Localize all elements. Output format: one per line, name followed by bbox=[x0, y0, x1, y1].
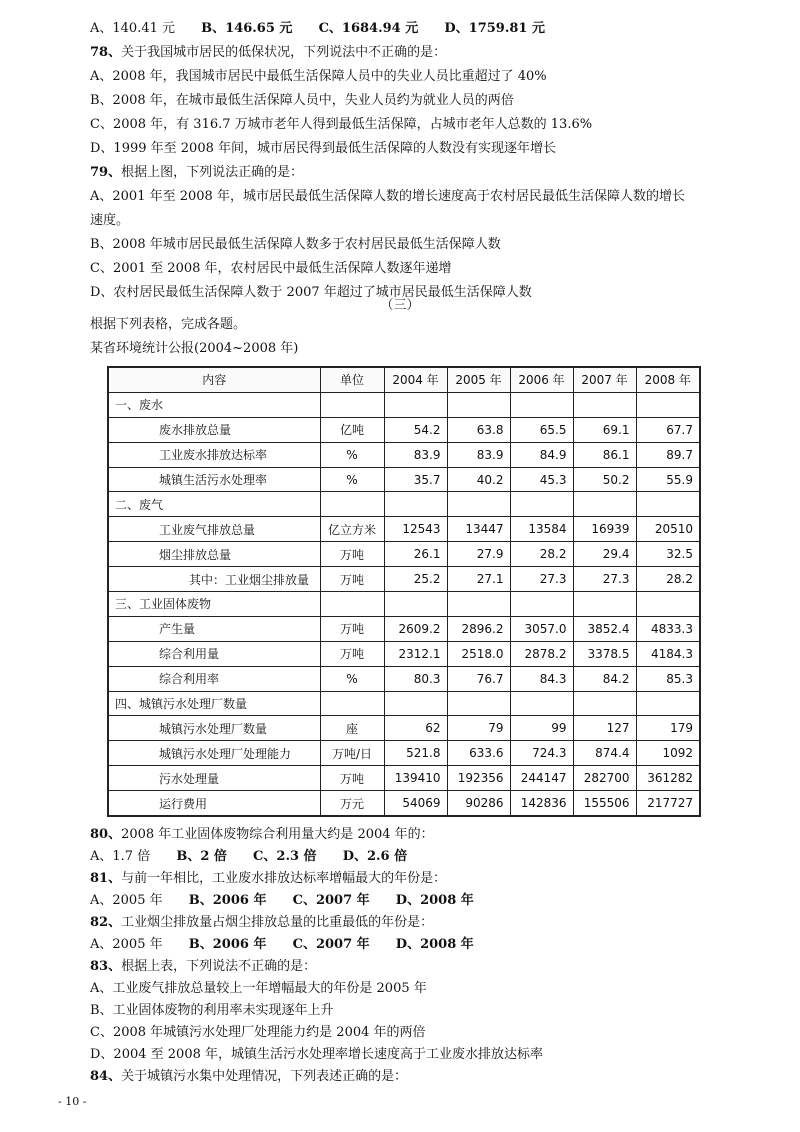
cell-value bbox=[510, 691, 573, 716]
table-row bbox=[108, 791, 700, 816]
q82-option-c: C、2007 年 bbox=[292, 937, 370, 952]
q80-stem bbox=[90, 826, 434, 844]
q78-option-b: B、2008 年，在城市最低生活保障人员中，失业人员约为就业人员的两倍 bbox=[90, 93, 514, 108]
q83-option-a: A、工业废气排放总量较上一年增幅最大的年份是 2005 年 bbox=[90, 981, 427, 996]
table-section-row bbox=[108, 691, 700, 716]
q82-option-a: A、2005 年 bbox=[90, 937, 163, 952]
cell-value: 2896.2 bbox=[447, 616, 510, 641]
q81-number: 81、 bbox=[90, 871, 122, 886]
section-label: 二、废气 bbox=[108, 492, 320, 517]
cell-value: 3852.4 bbox=[573, 616, 636, 641]
table-row bbox=[108, 741, 700, 766]
page-number: - 10 - bbox=[58, 1095, 87, 1108]
q77-option-d: D、1759.81 元 bbox=[444, 21, 545, 36]
cell-value: 633.6 bbox=[447, 741, 510, 766]
q80-option-d: D、2.6 倍 bbox=[342, 849, 408, 864]
cell-value: 192356 bbox=[447, 766, 510, 791]
cell-value: 28.2 bbox=[636, 567, 700, 592]
cell-value: 29.4 bbox=[573, 542, 636, 567]
q81-option-a: A、2005 年 bbox=[90, 893, 163, 908]
cell-value: 62 bbox=[384, 716, 447, 741]
cell-value bbox=[447, 392, 510, 417]
q81-option-c: C、2007 年 bbox=[292, 893, 370, 908]
row-label: 烟尘排放总量 bbox=[108, 542, 320, 567]
row-unit: 万吨/日 bbox=[320, 741, 384, 766]
q81-option-b: B、2006 年 bbox=[188, 893, 267, 908]
header-2008: 2008 年 bbox=[636, 367, 700, 392]
q79-option-c: C、2001 至 2008 年，农村居民中最低生活保障人数逐年递增 bbox=[90, 261, 452, 276]
row-unit: 万吨 bbox=[320, 616, 384, 641]
cell-value: 85.3 bbox=[636, 666, 700, 691]
header-2007: 2007 年 bbox=[573, 367, 636, 392]
q83-number: 83、 bbox=[90, 959, 122, 974]
cell-value: 89.7 bbox=[636, 442, 700, 467]
header-2004: 2004 年 bbox=[384, 367, 447, 392]
row-unit: 万吨 bbox=[320, 766, 384, 791]
cell-value: 4833.3 bbox=[636, 616, 700, 641]
cell-value: 2609.2 bbox=[384, 616, 447, 641]
table-row bbox=[108, 467, 700, 492]
cell-value bbox=[384, 492, 447, 517]
q78-option-d: D、1999 年至 2008 年间，城市居民得到最低生活保障的人数没有实现逐年增长 bbox=[90, 141, 556, 156]
q79-text: 根据上图，下列说法正确的是： bbox=[121, 165, 304, 180]
row-label: 工业废水排放达标率 bbox=[108, 442, 320, 467]
header-2005: 2005 年 bbox=[447, 367, 510, 392]
cell-value: 3378.5 bbox=[573, 641, 636, 666]
table-row bbox=[108, 616, 700, 641]
cell-value: 84.9 bbox=[510, 442, 573, 467]
cell-value bbox=[510, 392, 573, 417]
row-unit: 万吨 bbox=[320, 567, 384, 592]
cell-value: 79 bbox=[447, 716, 510, 741]
row-unit: 万元 bbox=[320, 791, 384, 816]
table-body bbox=[108, 392, 700, 816]
cell-value: 27.1 bbox=[447, 567, 510, 592]
q82-text: 工业烟尘排放量占烟尘排放总量的比重最低的年份是： bbox=[121, 915, 434, 930]
row-unit bbox=[320, 492, 384, 517]
row-unit bbox=[320, 691, 384, 716]
q79-stem bbox=[90, 164, 303, 182]
table-section-row bbox=[108, 492, 700, 517]
row-unit: 座 bbox=[320, 716, 384, 741]
cell-value: 13584 bbox=[510, 517, 573, 542]
cell-value: 2518.0 bbox=[447, 641, 510, 666]
q78-option-a: A、2008 年，我国城市居民中最低生活保障人员中的失业人员比重超过了 40% bbox=[90, 69, 547, 84]
cell-value: 282700 bbox=[573, 766, 636, 791]
section-heading: （三） bbox=[380, 298, 420, 313]
row-label: 运行费用 bbox=[108, 791, 320, 816]
cell-value: 13447 bbox=[447, 517, 510, 542]
cell-value: 12543 bbox=[384, 517, 447, 542]
cell-value: 3057.0 bbox=[510, 616, 573, 641]
cell-value bbox=[510, 592, 573, 617]
cell-value: 27.3 bbox=[510, 567, 573, 592]
row-unit: 万吨 bbox=[320, 542, 384, 567]
row-unit: 万吨 bbox=[320, 641, 384, 666]
q83-option-b: B、工业固体废物的利用率未实现逐年上升 bbox=[90, 1003, 334, 1018]
cell-value bbox=[636, 691, 700, 716]
cell-value: 55.9 bbox=[636, 467, 700, 492]
q79-option-a-cont: 速度。 bbox=[90, 213, 130, 228]
q79-option-b: B、2008 年城市居民最低生活保障人数多于农村居民最低生活保障人数 bbox=[90, 237, 501, 252]
header-unit: 单位 bbox=[320, 367, 384, 392]
q79-option-a: A、2001 年至 2008 年，城市居民最低生活保障人数的增长速度高于农村居民最低生活保障人数的增长 bbox=[90, 189, 685, 204]
q83-text: 根据上表，下列说法不正确的是： bbox=[121, 959, 317, 974]
q79-number: 79、 bbox=[90, 165, 122, 180]
q81-stem bbox=[90, 870, 446, 888]
table-title: 某省环境统计公报(2004~2008 年) bbox=[90, 341, 299, 356]
row-label: 综合利用率 bbox=[108, 666, 320, 691]
cell-value: 35.7 bbox=[384, 467, 447, 492]
q80-text: 2008 年工业固体废物综合利用量大约是 2004 年的： bbox=[121, 827, 434, 842]
header-content: 内容 bbox=[108, 367, 320, 392]
q84-text: 关于城镇污水集中处理情况，下列表述正确的是： bbox=[121, 1069, 408, 1084]
cell-value: 874.4 bbox=[573, 741, 636, 766]
q78-text: 关于我国城市居民的低保状况，下列说法中不正确的是： bbox=[121, 45, 447, 60]
table-row bbox=[108, 567, 700, 592]
cell-value bbox=[573, 592, 636, 617]
row-unit bbox=[320, 592, 384, 617]
q80-option-a: A、1.7 倍 bbox=[90, 849, 151, 864]
q82-options bbox=[90, 936, 474, 954]
row-label: 产生量 bbox=[108, 616, 320, 641]
cell-value: 16939 bbox=[573, 517, 636, 542]
cell-value bbox=[573, 392, 636, 417]
table-row bbox=[108, 542, 700, 567]
cell-value: 63.8 bbox=[447, 417, 510, 442]
cell-value: 83.9 bbox=[447, 442, 510, 467]
cell-value bbox=[447, 691, 510, 716]
section-label: 四、城镇污水处理厂数量 bbox=[108, 691, 320, 716]
row-unit bbox=[320, 392, 384, 417]
cell-value bbox=[636, 592, 700, 617]
cell-value: 67.7 bbox=[636, 417, 700, 442]
row-unit: % bbox=[320, 442, 384, 467]
q77-options bbox=[90, 20, 545, 38]
cell-value bbox=[447, 592, 510, 617]
cell-value bbox=[447, 492, 510, 517]
cell-value: 217727 bbox=[636, 791, 700, 816]
row-label: 城镇生活污水处理率 bbox=[108, 467, 320, 492]
cell-value bbox=[573, 492, 636, 517]
cell-value: 99 bbox=[510, 716, 573, 741]
cell-value: 25.2 bbox=[384, 567, 447, 592]
cell-value: 139410 bbox=[384, 766, 447, 791]
table-row bbox=[108, 716, 700, 741]
cell-value bbox=[636, 392, 700, 417]
cell-value: 4184.3 bbox=[636, 641, 700, 666]
header-2006: 2006 年 bbox=[510, 367, 573, 392]
row-label: 综合利用量 bbox=[108, 641, 320, 666]
table-row bbox=[108, 666, 700, 691]
table-section-row bbox=[108, 592, 700, 617]
q77-option-b: B、146.65 元 bbox=[201, 21, 293, 36]
q83-option-c: C、2008 年城镇污水处理厂处理能力约是 2004 年的两倍 bbox=[90, 1025, 426, 1040]
q81-options bbox=[90, 892, 474, 910]
q79-option-d: D、农村居民最低生活保障人数于 2007 年超过了城市居民最低生活保障人数 bbox=[90, 285, 532, 300]
table-row bbox=[108, 442, 700, 467]
cell-value: 521.8 bbox=[384, 741, 447, 766]
table-section-row bbox=[108, 392, 700, 417]
cell-value: 50.2 bbox=[573, 467, 636, 492]
q80-option-c: C、2.3 倍 bbox=[253, 849, 317, 864]
cell-value: 40.2 bbox=[447, 467, 510, 492]
cell-value: 69.1 bbox=[573, 417, 636, 442]
cell-value bbox=[384, 392, 447, 417]
q80-number: 80、 bbox=[90, 827, 122, 842]
q84-number: 84、 bbox=[90, 1069, 122, 1084]
cell-value: 54.2 bbox=[384, 417, 447, 442]
row-unit: 亿吨 bbox=[320, 417, 384, 442]
row-label: 污水处理量 bbox=[108, 766, 320, 791]
q82-option-d: D、2008 年 bbox=[395, 937, 474, 952]
cell-value bbox=[384, 592, 447, 617]
section-label: 三、工业固体废物 bbox=[108, 592, 320, 617]
q84-stem bbox=[90, 1068, 407, 1086]
q78-stem bbox=[90, 44, 446, 62]
row-label: 其中：工业烟尘排放量 bbox=[108, 567, 320, 592]
cell-value: 142836 bbox=[510, 791, 573, 816]
row-unit: % bbox=[320, 467, 384, 492]
row-unit: 亿立方米 bbox=[320, 517, 384, 542]
table-row bbox=[108, 641, 700, 666]
cell-value bbox=[573, 691, 636, 716]
cell-value: 83.9 bbox=[384, 442, 447, 467]
cell-value: 155506 bbox=[573, 791, 636, 816]
cell-value: 27.9 bbox=[447, 542, 510, 567]
cell-value: 27.3 bbox=[573, 567, 636, 592]
row-unit: % bbox=[320, 666, 384, 691]
cell-value: 724.3 bbox=[510, 741, 573, 766]
table-header-row bbox=[108, 367, 700, 392]
cell-value bbox=[636, 492, 700, 517]
q78-number: 78、 bbox=[90, 45, 122, 60]
q77-option-c: C、1684.94 元 bbox=[318, 21, 419, 36]
cell-value: 45.3 bbox=[510, 467, 573, 492]
q80-options bbox=[90, 848, 407, 866]
cell-value: 1092 bbox=[636, 741, 700, 766]
cell-value: 32.5 bbox=[636, 542, 700, 567]
q82-number: 82、 bbox=[90, 915, 122, 930]
q81-text: 与前一年相比，工业废水排放达标率增幅最大的年份是： bbox=[121, 871, 447, 886]
cell-value: 80.3 bbox=[384, 666, 447, 691]
cell-value: 28.2 bbox=[510, 542, 573, 567]
environment-stat-table bbox=[107, 366, 701, 817]
cell-value: 65.5 bbox=[510, 417, 573, 442]
q80-option-b: B、2 倍 bbox=[176, 849, 227, 864]
row-label: 城镇污水处理厂数量 bbox=[108, 716, 320, 741]
cell-value: 2312.1 bbox=[384, 641, 447, 666]
q82-option-b: B、2006 年 bbox=[188, 937, 267, 952]
cell-value: 244147 bbox=[510, 766, 573, 791]
cell-value bbox=[384, 691, 447, 716]
cell-value bbox=[510, 492, 573, 517]
row-label: 工业废气排放总量 bbox=[108, 517, 320, 542]
cell-value: 84.2 bbox=[573, 666, 636, 691]
q78-option-c: C、2008 年，有 316.7 万城市老年人得到最低生活保障，占城市老年人总数的 13.6% bbox=[90, 117, 593, 132]
q81-option-d: D、2008 年 bbox=[395, 893, 474, 908]
q82-stem bbox=[90, 914, 433, 932]
cell-value: 2878.2 bbox=[510, 641, 573, 666]
q83-stem bbox=[90, 958, 316, 976]
table-row bbox=[108, 417, 700, 442]
q83-option-d: D、2004 至 2008 年，城镇生活污水处理率增长速度高于工业废水排放达标率 bbox=[90, 1047, 543, 1062]
section-intro: 根据下列表格，完成各题。 bbox=[90, 317, 247, 332]
cell-value: 20510 bbox=[636, 517, 700, 542]
row-label: 城镇污水处理厂处理能力 bbox=[108, 741, 320, 766]
cell-value: 84.3 bbox=[510, 666, 573, 691]
cell-value: 127 bbox=[573, 716, 636, 741]
table-row bbox=[108, 766, 700, 791]
table-row bbox=[108, 517, 700, 542]
row-label: 废水排放总量 bbox=[108, 417, 320, 442]
cell-value: 86.1 bbox=[573, 442, 636, 467]
q77-option-a: A、140.41 元 bbox=[90, 21, 176, 36]
cell-value: 361282 bbox=[636, 766, 700, 791]
cell-value: 90286 bbox=[447, 791, 510, 816]
section-label: 一、废水 bbox=[108, 392, 320, 417]
cell-value: 76.7 bbox=[447, 666, 510, 691]
cell-value: 26.1 bbox=[384, 542, 447, 567]
cell-value: 179 bbox=[636, 716, 700, 741]
cell-value: 54069 bbox=[384, 791, 447, 816]
